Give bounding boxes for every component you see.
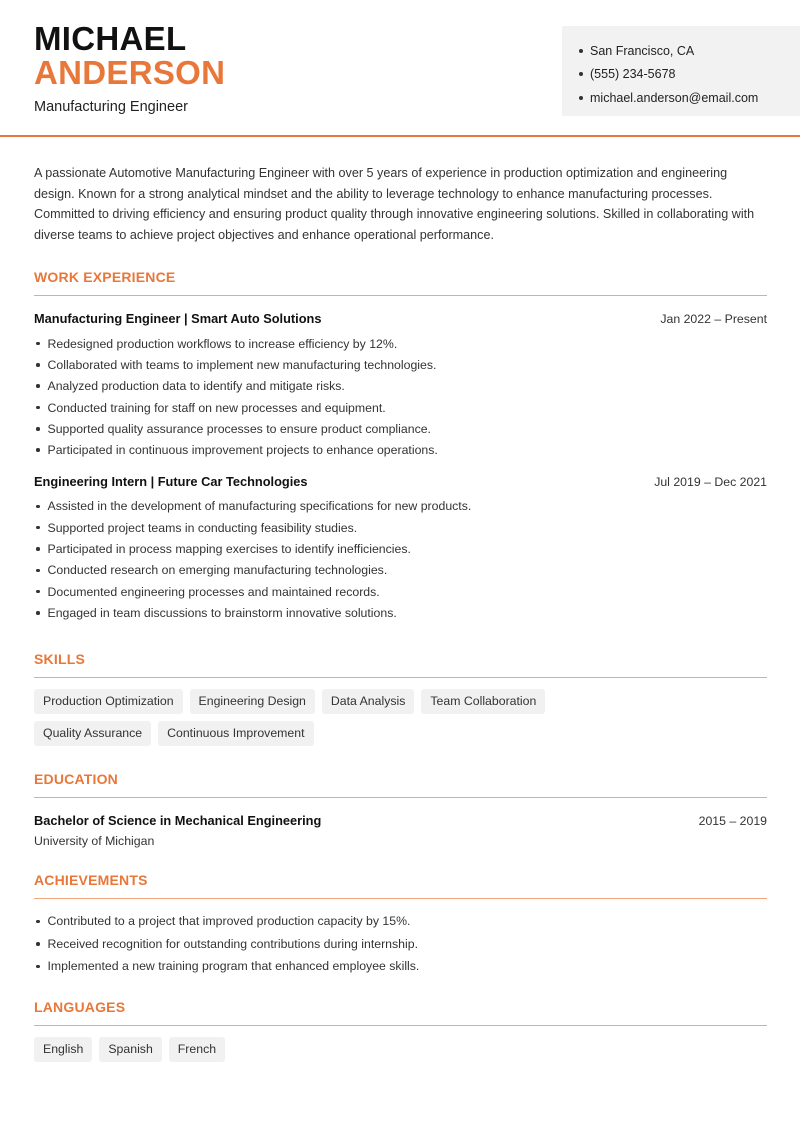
bullet-dot	[36, 526, 40, 530]
languages-list	[34, 1037, 674, 1069]
job-dates: Jul 2019 – Dec 2021	[654, 474, 767, 489]
list-item	[34, 333, 767, 354]
bullet-text: Conducted research on emerging manufacturing technologies.	[47, 563, 388, 578]
skill-chip: Quality Assurance	[34, 721, 151, 746]
bullet-dot	[36, 611, 40, 615]
job-bullets	[34, 496, 767, 624]
bullet-dot	[36, 547, 40, 551]
job-title: Manufacturing Engineer	[34, 99, 188, 115]
section-heading: WORK EXPERIENCE	[34, 268, 767, 296]
job-title-company: Engineering Intern | Future Car Technologies	[34, 473, 308, 489]
bullet-text: Contributed to a project that improved production capacity by 15%.	[47, 914, 411, 929]
bullet-text: Documented engineering processes and maintained records.	[47, 584, 380, 599]
skill-chip: Continuous Improvement	[158, 721, 313, 746]
list-item	[34, 581, 767, 602]
bullet-text: Conducted training for staff on new processes and equipment.	[47, 400, 386, 415]
bullet-dot	[36, 920, 40, 924]
bullet-text: Redesigned production workflows to increase efficiency by 12%.	[47, 336, 398, 351]
job-dates: Jan 2022 – Present	[660, 312, 767, 326]
bullet-dot	[36, 590, 40, 594]
bullet-dot	[36, 569, 40, 573]
bullet-text: Analyzed production data to identify and mitigate risks.	[47, 379, 345, 394]
skills-list	[34, 689, 674, 753]
job-header	[34, 311, 767, 326]
bullet-dot	[36, 384, 40, 388]
skill-chip: Production Optimization	[34, 689, 183, 714]
list-item	[34, 376, 767, 397]
achievements-section	[34, 871, 767, 978]
list-item	[34, 933, 767, 956]
list-item	[34, 538, 767, 559]
list-item	[34, 955, 767, 978]
bullet-text: Implemented a new training program that enhanced employee skills.	[47, 959, 420, 974]
contact-box	[562, 26, 800, 116]
job-bullets	[34, 333, 767, 461]
bullet-text: Assisted in the development of manufacturing specifications for new products.	[47, 499, 472, 514]
language-chip: Spanish	[99, 1037, 161, 1062]
job-header	[34, 474, 767, 489]
contact-email	[579, 86, 800, 110]
skill-chip: Engineering Design	[190, 689, 315, 714]
list-item	[34, 496, 767, 517]
skills-section	[34, 650, 767, 753]
bullet-dot	[36, 342, 40, 346]
school-name: University of Michigan	[34, 834, 155, 848]
list-item	[34, 439, 767, 460]
education-dates: 2015 – 2019	[698, 814, 767, 828]
bullet-dot	[36, 505, 40, 509]
full-name	[34, 22, 225, 90]
bullet-dot	[36, 965, 40, 969]
professional-summary: A passionate Automotive Manufacturing Engineer with over 5 years of experience in production optimization and engineering design. Known for a strong analytical mindset and the ability to leverage technology to enhance manufacturing processes. Committed to driving efficiency and ensuring product quality through innovative engineering solutions. Skilled in collaborating with diverse teams to achieve project objectives and enhance operational performance.	[34, 166, 755, 242]
list-item	[34, 418, 767, 439]
bullet-text: Received recognition for outstanding contributions during internship.	[47, 936, 418, 951]
section-heading: ACHIEVEMENTS	[34, 871, 767, 899]
contact-phone	[579, 63, 800, 87]
achievements-list	[34, 910, 767, 978]
skill-chip: Team Collaboration	[421, 689, 545, 714]
bullet-text: Participated in continuous improvement projects to enhance operations.	[47, 443, 438, 458]
bullet-dot	[36, 448, 40, 452]
skill-chip: Data Analysis	[322, 689, 415, 714]
section-heading: EDUCATION	[34, 770, 767, 798]
list-item	[34, 560, 767, 581]
resume-header	[0, 0, 800, 137]
degree: Bachelor of Science in Mechanical Engineering	[34, 813, 322, 828]
bullet-text: Collaborated with teams to implement new manufacturing technologies.	[47, 357, 437, 372]
section-heading: LANGUAGES	[34, 998, 767, 1026]
bullet-text: Participated in process mapping exercises to identify inefficiencies.	[47, 542, 411, 557]
list-item	[34, 910, 767, 933]
language-chip: French	[169, 1037, 225, 1062]
contact-location	[579, 39, 800, 63]
bullet-text: Engaged in team discussions to brainstorm innovative solutions.	[47, 605, 397, 620]
first-name: MICHAEL	[34, 20, 187, 57]
education-header	[34, 813, 767, 828]
bullet-dot	[36, 363, 40, 367]
section-heading: SKILLS	[34, 650, 767, 678]
location-text: San Francisco, CA	[590, 43, 695, 58]
education-section	[34, 770, 767, 848]
bullet-text: Supported project teams in conducting feasibility studies.	[47, 520, 358, 535]
languages-section	[34, 998, 767, 1069]
work-experience-section	[34, 268, 767, 624]
phone-text: (555) 234-5678	[590, 67, 676, 82]
job-title-company: Manufacturing Engineer | Smart Auto Solutions	[34, 311, 322, 326]
bullet-dot	[579, 72, 583, 76]
bullet-dot	[579, 96, 583, 100]
list-item	[34, 517, 767, 538]
last-name: ANDERSON	[34, 54, 226, 91]
bullet-dot	[579, 49, 583, 53]
bullet-dot	[36, 427, 40, 431]
list-item	[34, 602, 767, 623]
bullet-text: Supported quality assurance processes to ensure product compliance.	[47, 421, 431, 436]
bullet-dot	[36, 406, 40, 410]
language-chip: English	[34, 1037, 92, 1062]
email-text[interactable]: michael.anderson@email.com	[590, 90, 759, 105]
list-item	[34, 397, 767, 418]
bullet-dot	[36, 942, 40, 946]
list-item	[34, 354, 767, 375]
